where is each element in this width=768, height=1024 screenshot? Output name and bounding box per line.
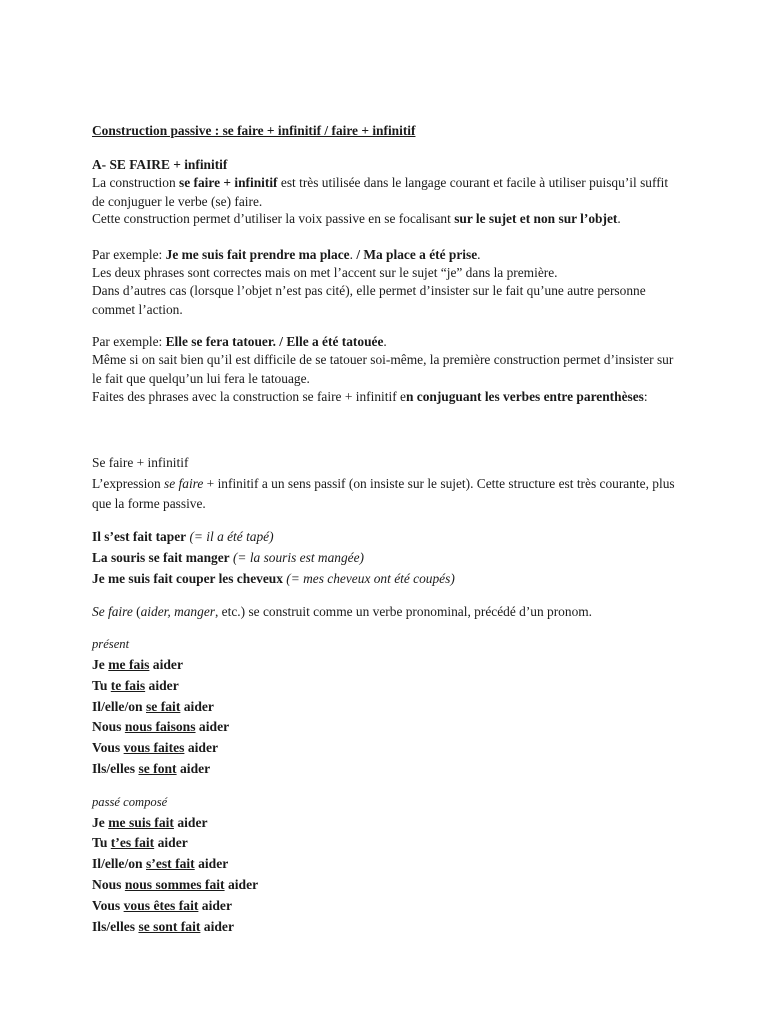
conj-infinitive: aider [145,678,179,693]
conjugation-row [92,876,258,893]
conj-infinitive: aider [173,815,208,830]
conj-verb: se sont fait [138,919,201,934]
p1-text-2: est très utilisée dans le langage courant et facile à utiliser puisqu’il suffit de conjuguer le verbe (se) faire. [92,175,669,209]
p2-text-2: . [617,211,621,226]
conj-verb: nous sommes fait [124,877,225,892]
example-bold: Je me suis fait couper les cheveux [92,571,283,586]
conjugation-row [92,698,214,715]
p6-bold: Elle se fera tatouer. / Elle a été tatouée [165,334,384,349]
conj-verb: me fais [108,657,150,672]
conj-subject: Nous [92,719,125,734]
conjugation-row [92,814,208,831]
conj-verb: vous faites [123,740,185,755]
paragraph-autres-cas: Dans d’autres cas (lorsque l’objet n’est pas cité), elle permet d’insister sur le fait qu’une autre personne commet l’action. [92,283,646,317]
p3-text-2: . [349,247,357,262]
conj-infinitive: aider [194,856,229,871]
conj-subject: Il/elle/on [92,856,146,871]
conj-subject: Vous [92,740,124,755]
conj-infinitive: aider [149,657,183,672]
pronominal-text-2: , etc.) se construit comme un verbe pronominal, précédé d’un pronom. [214,604,593,619]
conj-subject: Il/elle/on [92,699,146,714]
paragraph-example-1 [92,246,481,263]
example-gloss: (= mes cheveux ont été coupés) [282,571,455,586]
p8-text-2: : [643,389,648,404]
paragraph-construction [92,174,677,211]
example-bold: Il s’est fait taper [92,529,187,544]
conj-verb: s’est fait [146,856,195,871]
conj-verb: te fais [110,678,146,693]
conjugation-row [92,855,228,872]
sub-heading: Se faire + infinitif [92,455,189,470]
section-a-prefix: A- [92,157,110,172]
p6-text-2: . [383,334,387,349]
section-a-title: SE FAIRE + infinitif [109,157,228,172]
conj-subject: Tu [92,835,111,850]
p6-text-1: Par exemple: [92,334,166,349]
tense-label-passe-compose: passé composé [92,795,168,809]
paragraph-exercise-instruction [92,388,677,407]
conj-subject: Je [92,657,109,672]
example-bold: La souris se fait manger [92,550,230,565]
example-gloss: (= il a été tapé) [186,529,274,544]
conj-infinitive: aider [184,740,219,755]
conj-verb: me suis fait [108,815,174,830]
page-title: Construction passive : se faire + infinitif / faire + infinitif [92,123,416,138]
conj-subject: Je [92,815,109,830]
expr-text-1: L’expression [92,476,165,491]
p3-text-1: Par exemple: [92,247,166,262]
conjugation-row [92,677,179,694]
example-row [92,570,455,587]
conj-infinitive: aider [198,898,232,913]
p1-text-1: La construction [92,175,180,190]
conjugation-row [92,760,210,777]
p8-bold: n conjuguant les verbes entre parenthèses [405,389,644,404]
paragraph-example-2 [92,333,387,350]
conj-verb: vous êtes fait [123,898,199,913]
paragraph-accent: Les deux phrases sont correctes mais on met l’accent sur le sujet “je” dans la première. [92,265,558,280]
conjugation-row [92,918,234,935]
conjugation-row [92,656,183,673]
p3-bold-1: Je me suis fait prendre ma place [165,247,350,262]
paragraph-tatouage: Même si on sait bien qu’il est difficile de se tatouer soi-même, la première construction permet d’insister sur le fait que quelqu’un lui fera le tatouage. [92,352,674,386]
conj-subject: Tu [92,678,111,693]
conj-infinitive: aider [224,877,259,892]
paragraph-pronominal [92,603,592,620]
conjugation-row [92,897,232,914]
expr-italic: se faire [164,476,204,491]
conj-verb: t’es fait [110,835,155,850]
conj-infinitive: aider [180,699,214,714]
p3-text-3: . [477,247,481,262]
expr-text-2: + infinitif a un sens passif (on insiste sur le sujet). Cette structure est très courante, plus que la forme passive. [92,476,675,511]
conj-infinitive: aider [154,835,188,850]
p8-text-1: Faites des phrases avec la construction se faire + infinitif e [92,389,406,404]
pronominal-italic-1: Se faire [92,604,133,619]
paragraph-expression [92,474,677,514]
pronominal-italic-2: aider, manger [140,604,215,619]
example-row [92,528,274,545]
tense-label-present: présent [92,637,130,651]
conj-subject: Ils/elles [92,919,139,934]
p1-bold: se faire + infinitif [179,175,278,190]
p2-text-1: Cette construction permet d’utiliser la voix passive en se focalisant [92,211,455,226]
conj-infinitive: aider [200,919,234,934]
example-gloss: (= la souris est mangée) [229,550,364,565]
conjugation-row [92,739,218,756]
conj-verb: nous faisons [124,719,196,734]
conj-infinitive: aider [195,719,230,734]
example-row [92,549,364,566]
conj-subject: Nous [92,877,125,892]
conj-verb: se fait [146,699,181,714]
section-a-heading [92,156,227,173]
paragraph-voix-passive [92,210,677,229]
conjugation-row [92,718,229,735]
conj-subject: Ils/elles [92,761,139,776]
p2-bold: sur le sujet et non sur l’objet [454,211,618,226]
conj-verb: se font [138,761,177,776]
pronominal-text-1: ( [132,604,141,619]
p3-bold-2: / Ma place a été prise [356,247,478,262]
conj-infinitive: aider [176,761,211,776]
conjugation-row [92,834,188,851]
conj-subject: Vous [92,898,124,913]
